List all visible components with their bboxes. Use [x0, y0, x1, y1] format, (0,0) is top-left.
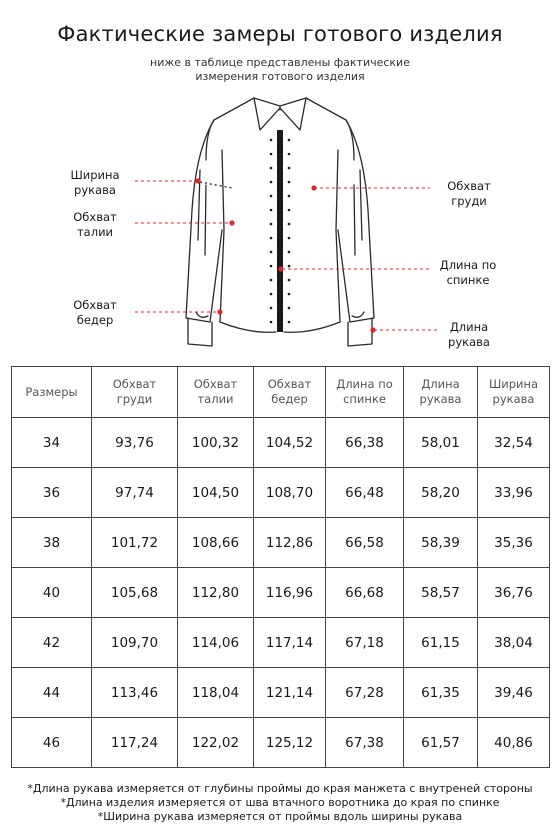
- table-cell: 66,58: [326, 518, 404, 568]
- table-cell: 33,96: [478, 468, 550, 518]
- table-cell: 93,76: [92, 418, 178, 468]
- table-cell: 58,01: [404, 418, 478, 468]
- table-cell: 66,68: [326, 568, 404, 618]
- table-header-row: [12, 367, 550, 418]
- header-sleeve-length: Длина рукава: [404, 367, 478, 418]
- table-cell: 116,96: [254, 568, 326, 618]
- table-cell: 67,38: [326, 718, 404, 768]
- callout-back-length: Длина по спинке: [439, 258, 497, 287]
- table-cell: 112,86: [254, 518, 326, 568]
- table-cell: 36: [12, 468, 92, 518]
- header-chest: Обхват груди: [92, 367, 178, 418]
- sleeve-width-marker: [195, 178, 200, 183]
- page-title: Фактические замеры готового изделия: [57, 22, 503, 46]
- table-cell: 113,46: [92, 668, 178, 718]
- table-cell: 117,14: [254, 618, 326, 668]
- table-row: [12, 668, 550, 718]
- table-cell: 38,04: [478, 618, 550, 668]
- table-cell: 34: [12, 418, 92, 468]
- table-row: [12, 468, 550, 518]
- hips-marker: [217, 309, 222, 314]
- table-cell: 104,50: [178, 468, 254, 518]
- table-cell: 61,15: [404, 618, 478, 668]
- waist-marker: [229, 220, 234, 225]
- table-cell: 108,70: [254, 468, 326, 518]
- table-cell: 114,06: [178, 618, 254, 668]
- table-cell: 109,70: [92, 618, 178, 668]
- table-cell: 61,35: [404, 668, 478, 718]
- table-cell: 66,48: [326, 468, 404, 518]
- footnote-garment-length: *Длина изделия измеряется от шва втачного воротника до края по спинке: [60, 796, 500, 809]
- table-cell: 32,54: [478, 418, 550, 468]
- table-cell: 40: [12, 568, 92, 618]
- table-cell: 61,57: [404, 718, 478, 768]
- header-hips: Обхват бедер: [254, 367, 326, 418]
- table-cell: 46: [12, 718, 92, 768]
- table-row: [12, 718, 550, 768]
- subtitle-line-1: ниже в таблице представлены фактические: [150, 56, 410, 69]
- table-cell: 122,02: [178, 718, 254, 768]
- table-cell: 44: [12, 668, 92, 718]
- table-cell: 105,68: [92, 568, 178, 618]
- callout-chest: Обхват груди: [447, 179, 491, 208]
- header-waist: Обхват талии: [178, 367, 254, 418]
- header-size: Размеры: [12, 367, 92, 418]
- table-cell: 38: [12, 518, 92, 568]
- callout-waist: Обхват талии: [73, 210, 117, 239]
- table-cell: 39,46: [478, 668, 550, 718]
- footnote-sleeve-width: *Ширина рукава измеряется от проймы вдоль ширины рукава: [97, 810, 463, 823]
- table-cell: 125,12: [254, 718, 326, 768]
- callout-sleeve-length: Длина рукава: [448, 320, 490, 349]
- table-row: [12, 568, 550, 618]
- header-back-length: Длина по спинке: [326, 367, 404, 418]
- subtitle-line-2: измерения готового изделия: [195, 70, 365, 83]
- table-row: [12, 518, 550, 568]
- callout-hips: Обхват бедер: [73, 298, 117, 327]
- table-cell: 40,86: [478, 718, 550, 768]
- table-cell: 58,20: [404, 468, 478, 518]
- header-sleeve-width: Ширина рукава: [478, 367, 550, 418]
- footnote-sleeve-length: *Длина рукава измеряется от глубины проймы до края манжета с внутреней стороны: [27, 782, 533, 795]
- table-cell: 121,14: [254, 668, 326, 718]
- sleeve-length-marker: [370, 327, 375, 332]
- table-cell: 100,32: [178, 418, 254, 468]
- table-cell: 58,39: [404, 518, 478, 568]
- table-cell: 118,04: [178, 668, 254, 718]
- table-cell: 35,36: [478, 518, 550, 568]
- table-cell: 67,28: [326, 668, 404, 718]
- table-cell: 42: [12, 618, 92, 668]
- callout-sleeve-width: Ширина рукава: [70, 168, 120, 197]
- table-cell: 112,80: [178, 568, 254, 618]
- table-cell: 36,76: [478, 568, 550, 618]
- table-cell: 108,66: [178, 518, 254, 568]
- table-cell: 58,57: [404, 568, 478, 618]
- chest-marker: [311, 185, 316, 190]
- measurements-table: [11, 366, 550, 768]
- back-length-marker: [278, 266, 283, 271]
- table-row: [12, 618, 550, 668]
- table-cell: 117,24: [92, 718, 178, 768]
- table-cell: 101,72: [92, 518, 178, 568]
- table-cell: 97,74: [92, 468, 178, 518]
- table-cell: 104,52: [254, 418, 326, 468]
- table-row: [12, 418, 550, 468]
- table-cell: 66,38: [326, 418, 404, 468]
- table-cell: 67,18: [326, 618, 404, 668]
